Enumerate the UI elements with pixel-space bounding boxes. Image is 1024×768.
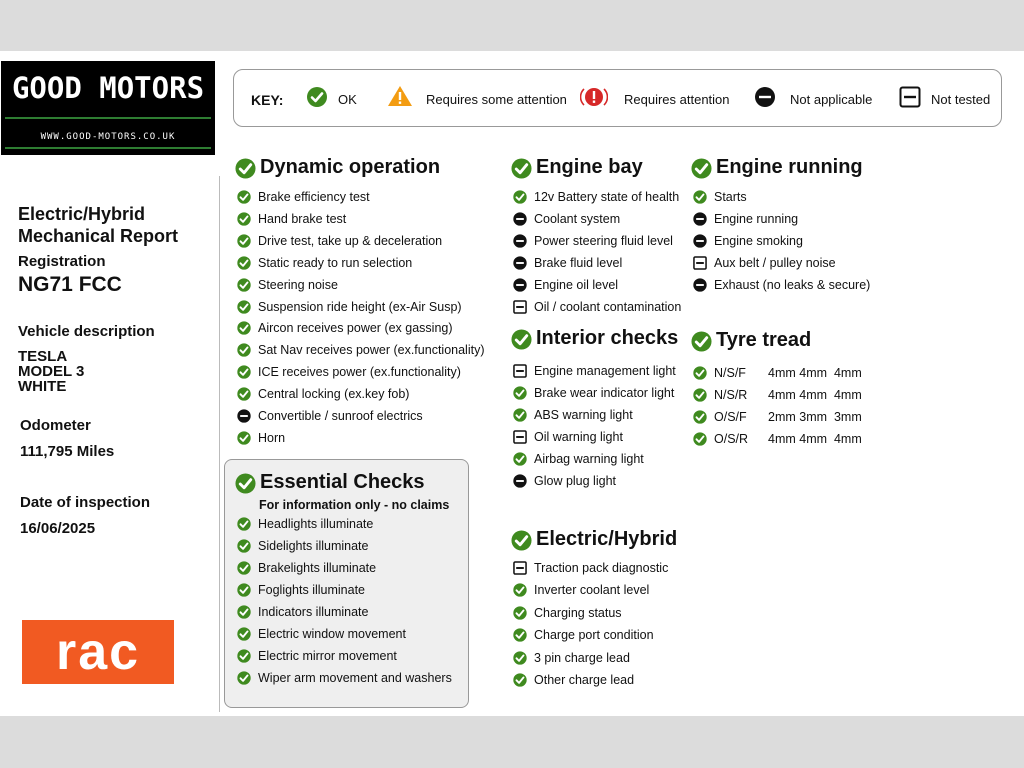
not-applicable-icon (513, 234, 527, 248)
check-item-label: Traction pack diagnostic (534, 561, 669, 575)
check-item-label: Oil / coolant contamination (534, 299, 682, 314)
check-item-label: Sat Nav receives power (ex.functionality) (258, 343, 485, 358)
ok-icon (513, 408, 527, 422)
ok-icon (237, 234, 251, 248)
ok-icon (237, 517, 251, 531)
check-item-label: Starts (714, 190, 747, 204)
not-applicable-icon (513, 212, 527, 226)
ok-icon (691, 158, 712, 179)
ok-icon (237, 278, 251, 292)
check-item-label: Coolant system (534, 211, 621, 226)
ok-icon (237, 343, 251, 357)
tyre-tread-values: 2mm 3mm 3mm (768, 409, 862, 424)
ok-icon (693, 190, 707, 204)
essential-checks-note: For information only - no claims (259, 498, 450, 512)
ok-icon (511, 329, 532, 350)
check-item-label: Aircon receives power (ex gassing) (258, 321, 453, 336)
logo-line-bottom (5, 147, 211, 149)
ok-icon (237, 539, 251, 553)
tyre-tread-values: 4mm 4mm 4mm (768, 387, 862, 402)
check-item-label: Engine management light (534, 364, 676, 378)
warning-triangle-icon (387, 85, 413, 107)
ok-icon (513, 651, 527, 665)
section-title-text: Essential Checks (260, 471, 425, 493)
ok-icon (691, 331, 712, 352)
check-item-label: 3 pin charge lead (534, 650, 630, 665)
odometer-value: 111,795 Miles (20, 443, 115, 460)
not-tested-icon (513, 300, 527, 314)
ok-icon (693, 432, 707, 446)
alert-circle-icon (580, 85, 608, 109)
not-tested-icon (693, 256, 707, 270)
ok-icon (237, 627, 251, 641)
ok-icon (513, 673, 527, 687)
ok-icon (237, 583, 251, 597)
check-item-label: Charge port condition (534, 628, 654, 643)
not-tested-icon (513, 561, 527, 575)
not-applicable-icon (693, 278, 707, 292)
ok-icon (511, 530, 532, 551)
check-item-label: Horn (258, 430, 286, 445)
check-item-label: Sidelights illuminate (258, 539, 369, 553)
check-item-label: Engine running (714, 211, 799, 226)
ok-icon (237, 561, 251, 575)
section-title-text: Interior checks (536, 327, 679, 349)
check-item-label: Wiper arm movement and washers (258, 671, 452, 685)
check-item-label: Brake wear indicator light (534, 385, 675, 400)
not-tested-icon (513, 430, 527, 444)
check-item-label: Airbag warning light (534, 451, 644, 466)
check-item-label: Hand brake test (258, 211, 347, 226)
check-item-label: Static ready to run selection (258, 255, 413, 270)
check-item-label: N/S/F (714, 366, 746, 380)
ok-icon (693, 366, 707, 380)
check-item-label: Exhaust (no leaks & secure) (714, 277, 871, 292)
logo-url: WWW.GOOD-MOTORS.CO.UK (40, 132, 176, 142)
check-item-label: O/S/R (714, 431, 749, 446)
section-title-text: Electric/Hybrid (536, 528, 678, 550)
vehicle-make: TESLA (18, 348, 68, 365)
ok-icon (306, 86, 328, 108)
ok-icon (237, 605, 251, 619)
tyre-tread-values: 4mm 4mm 4mm (768, 431, 862, 446)
key-some-attention-label: Requires some attention (426, 92, 567, 107)
ok-icon (513, 386, 527, 400)
ok-icon (237, 190, 251, 204)
ok-icon (513, 190, 527, 204)
status-key (233, 69, 1002, 127)
ok-icon (511, 158, 532, 179)
check-item-label: ABS warning light (534, 407, 633, 422)
logo-line-top (5, 117, 211, 119)
ok-icon (693, 388, 707, 402)
section-title-text: Dynamic operation (260, 156, 441, 178)
good-motors-logo (1, 61, 215, 155)
section-title-text: Engine bay (536, 156, 643, 178)
check-item-label: 12v Battery state of health (534, 190, 680, 204)
registration-value: NG71 FCC (18, 273, 122, 296)
check-item-label: Inverter coolant level (534, 583, 650, 598)
check-item-label: Engine oil level (534, 277, 619, 292)
check-item-label: Foglights illuminate (258, 583, 365, 597)
check-item-label: Brakelights illuminate (258, 561, 377, 575)
not-applicable-icon (693, 234, 707, 248)
ok-icon (235, 158, 256, 179)
report-title-line2: Mechanical Report (18, 226, 179, 246)
ok-icon (237, 212, 251, 226)
not-applicable-icon (693, 212, 707, 226)
inspection-date-value: 16/06/2025 (20, 520, 96, 537)
ok-icon (513, 583, 527, 597)
check-item-label: Charging status (534, 605, 622, 620)
ok-icon (237, 649, 251, 663)
section-title-text: Engine running (716, 156, 863, 178)
key-na-label: Not applicable (790, 92, 873, 107)
check-item-label: Drive test, take up & deceleration (258, 233, 443, 248)
registration-label: Registration (18, 253, 106, 270)
check-item-label: O/S/F (714, 409, 747, 424)
check-item-label: Oil warning light (534, 429, 623, 444)
check-item-label: Convertible / sunroof electrics (258, 409, 423, 423)
key-title: KEY: (251, 92, 284, 108)
vehicle-model: MODEL 3 (18, 363, 85, 380)
key-not-tested-label: Not tested (931, 92, 991, 107)
check-item-label: Central locking (ex.key fob) (258, 387, 410, 402)
key-attention-label: Requires attention (624, 92, 730, 107)
ok-icon (237, 365, 251, 379)
check-item-label: Power steering fluid level (534, 233, 673, 248)
ok-icon (237, 321, 251, 335)
not-applicable-icon (513, 474, 527, 488)
not-tested-icon (513, 364, 527, 378)
ok-icon (237, 300, 251, 314)
report-sheet (0, 51, 1024, 716)
key-ok-label: OK (338, 92, 357, 107)
check-item-label: Engine smoking (714, 233, 803, 248)
ok-icon (237, 256, 251, 270)
section-title-text: Tyre tread (716, 329, 812, 351)
ok-icon (513, 452, 527, 466)
ok-icon (513, 628, 527, 642)
ok-icon (513, 606, 527, 620)
not-applicable-icon (237, 409, 251, 423)
check-item-label: Aux belt / pulley noise (714, 255, 836, 270)
odometer-label: Odometer (20, 417, 91, 434)
ok-icon (237, 387, 251, 401)
check-item-label: Glow plug light (534, 473, 616, 488)
check-item-label: Electric window movement (258, 627, 406, 641)
ok-icon (235, 473, 256, 494)
check-item-label: Headlights illuminate (258, 517, 374, 531)
ok-icon (693, 410, 707, 424)
ok-icon (237, 671, 251, 685)
ok-icon (237, 431, 251, 445)
report-title-line1: Electric/Hybrid (18, 204, 146, 224)
column-divider (219, 176, 220, 712)
inspection-date-label: Date of inspection (20, 494, 151, 511)
check-item-label: Electric mirror movement (258, 649, 397, 663)
not-applicable-icon (513, 278, 527, 292)
check-item-label: Brake efficiency test (258, 190, 370, 204)
check-item-label: Other charge lead (534, 673, 635, 687)
vehicle-description-label: Vehicle description (18, 323, 155, 340)
not-applicable-icon (513, 256, 527, 270)
check-item-label: Steering noise (258, 277, 338, 292)
rac-logo: rac (22, 620, 174, 684)
check-item-label: Suspension ride height (ex-Air Susp) (258, 299, 462, 314)
tyre-tread-values: 4mm 4mm 4mm (768, 366, 862, 380)
not-applicable-icon (754, 86, 776, 108)
check-item-label: Brake fluid level (534, 255, 623, 270)
check-item-label: N/S/R (714, 387, 748, 402)
check-item-label: Indicators illuminate (258, 605, 369, 619)
logo-text: GOOD MOTORS (11, 71, 205, 105)
vehicle-colour: WHITE (18, 378, 67, 395)
not-tested-icon (899, 86, 921, 108)
check-item-label: ICE receives power (ex.functionality) (258, 365, 461, 380)
